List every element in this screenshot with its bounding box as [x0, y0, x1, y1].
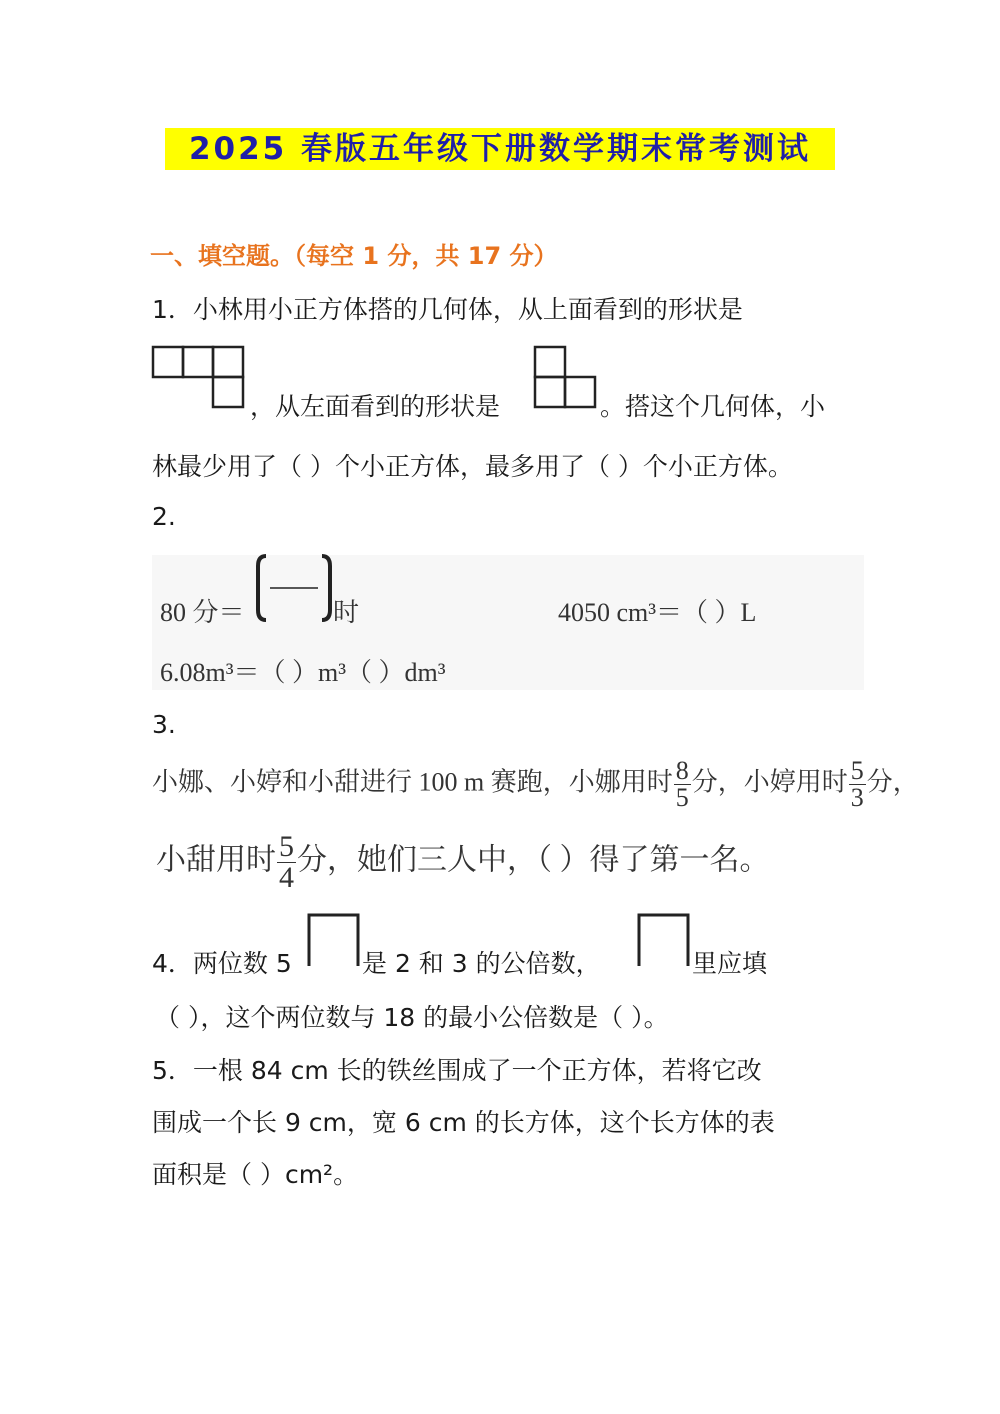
q3-line-2: [156, 832, 770, 893]
q4-blank-box-2: [636, 912, 692, 968]
fraction-8-5: [674, 758, 691, 811]
q3-line-2a: 小甜用时: [156, 843, 276, 877]
left-view-figure: [533, 345, 599, 411]
q4-blank-box-1: [306, 912, 362, 968]
q4-line-1a: 4．两位数 5: [152, 949, 292, 978]
q2-b-text: 4050 cm³＝（ ）L: [558, 598, 757, 627]
q2-c-text: 6.08m³＝（ ）m³（ ）dm³: [160, 658, 446, 687]
q1-line-2a: ，从左面看到的形状是: [250, 392, 501, 421]
fraction-numerator: 8: [675, 756, 689, 785]
q5-line-2: 围成一个长 9 cm，宽 6 cm 的长方体，这个长方体的表: [152, 1108, 775, 1137]
q3-line-1b: 分，小婷用时: [691, 767, 848, 797]
q2-number: 2.: [152, 502, 176, 531]
fraction-numerator: 5: [850, 756, 864, 785]
q4-line-2: （ ），这个两位数与 18 的最小公倍数是（ ）。: [155, 1003, 669, 1032]
q2-a-unit: 时: [333, 598, 360, 627]
q4-line-1b: 是 2 和 3 的公倍数，: [362, 949, 601, 978]
q1-line-3: 林最少用了（ ）个小正方体，最多用了（ ）个小正方体。: [152, 452, 793, 481]
q3-line-1a: 小娜、小婷和小甜进行 100 m 赛跑，小娜用时: [152, 767, 673, 797]
fraction-5-3: [849, 758, 866, 811]
fraction-5-4: [277, 832, 296, 893]
fraction-denominator: 3: [850, 783, 864, 812]
q5-line-3: 面积是（ ）cm²。: [152, 1160, 359, 1189]
section-heading-fill-in: 一、填空题。（每空 1 分，共 17 分）: [150, 242, 558, 270]
page-title: 2025 春版五年级下册数学期末常考测试: [165, 128, 835, 170]
q1-line-1: 1．小林用小正方体搭的几何体，从上面看到的形状是: [152, 295, 743, 324]
fraction-denominator: 4: [279, 861, 294, 894]
q5-line-1: 5．一根 84 cm 长的铁丝围成了一个正方体，若将它改: [152, 1056, 762, 1085]
fraction-numerator: 5: [279, 830, 294, 863]
q3-line-1: [152, 758, 919, 811]
q3-line-1c: 分，: [866, 767, 919, 797]
q3-line-2b: 分，她们三人中，（ ）得了第一名。: [297, 843, 770, 877]
q1-line-2b: 。搭这个几何体，小: [600, 392, 826, 421]
fraction-denominator: 5: [675, 783, 689, 812]
q2-a-text: 80 分＝: [160, 598, 245, 627]
top-view-figure: [151, 345, 247, 411]
q2-fraction-bracket: [254, 552, 334, 624]
q4-line-1c: 里应填: [692, 949, 768, 978]
q3-number: 3.: [152, 710, 176, 739]
